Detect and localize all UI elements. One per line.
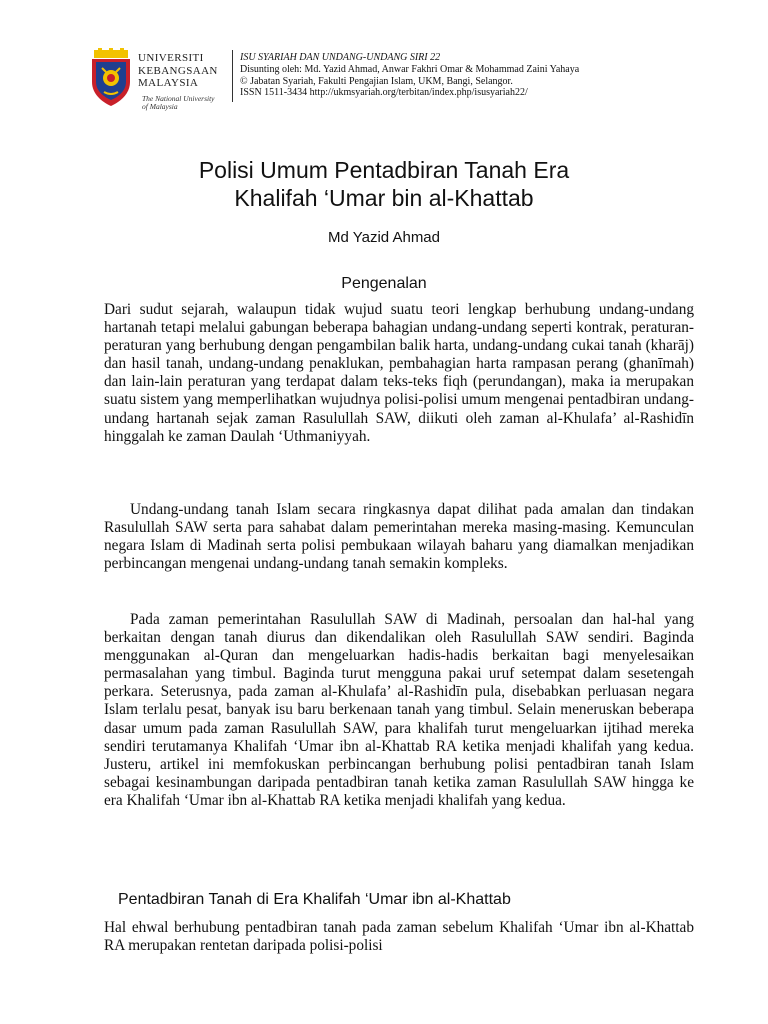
series-name: ISU SYARIAH DAN UNDANG-UNDANG SIRI 22 (240, 52, 441, 63)
university-name: UNIVERSITI KEBANGSAAN MALAYSIA (138, 52, 218, 89)
publication-info (240, 52, 579, 99)
paragraph-1: Dari sudut sejarah, walaupun tidak wujud suatu teori lengkap berhubung undang-undang hartanah tetapi melalui gabungan beberapa bahagian undang-undang seperti kontrak, peraturan-peraturan yang berhubung dengan pengambilan balik harta, undang-undang cukai tanah (kharāj) dan hasil tanah, undang-undang penaklukan, pembahagian harta rampasan perang (ghanīmah) dan lain-lain peraturan yang terdapat dalam teks-teks fiqh (perundangan), maka ia merupakan suatu sistem yang memperlihatkan wujudnya polisi-polisi umum mengenai pentadbiran undang-undang hartanah sejak zaman Rasulullah SAW, diikuti oleh zaman al-Khulafa’ al-Rashidīn hinggalah ke zaman Daulah ‘Uthmaniyyah. (104, 301, 694, 445)
issn-line: ISSN 1511-3434 http://ukmsyariah.org/terbitan/index.php/isusyariah22/ (240, 87, 528, 99)
paragraph-3: Pada zaman pemerintahan Rasulullah SAW di Madinah, persoalan dan hal-hal yang berkaitan dengan tanah diurus dan dikendalikan oleh Rasulullah SAW sendiri. Baginda menggunakan al-Quran dan mengeluarkan hadis-hadis berkaitan bagi menyelesaikan permasalahan yang timbul. Baginda turut mengguna pakai uruf setempat dalam sesetengah perkara. Seterusnya, pada zaman al-Khulafa’ al-Rashidīn pula, disebabkan perluasan negara Islam terlalu pesat, banyak isu baru berkenaan tanah yang timbul. Selain meneruskan beberapa dasar umum pada zaman Rasulullah SAW, para khalifah turut mengeluarkan ijtihad mereka sendiri terutamanya Khalifah ‘Umar ibn al-Khattab RA ketika menjadi khalifah yang kedua. Justeru, artikel ini memfokuskan perbincangan berhubung polisi pentadbiran tanah Islam sebagai kesinambungan daripada pentadbiran tanah ketika zaman Rasulullah SAW hingga ke era Khalifah ‘Umar ibn al-Khattab RA ketika menjadi khalifah yang kedua. (104, 611, 694, 809)
copyright-line: © Jabatan Syariah, Fakulti Pengajian Islam, UKM, Bangi, Selangor. (240, 75, 513, 87)
author-name: Md Yazid Ahmad (327, 229, 440, 246)
paragraph-4: Hal ehwal berhubung pentadbiran tanah pada zaman sebelum Khalifah ‘Umar ibn al-Khattab RA merupakan rentetan daripada polisi-polisi (104, 919, 694, 955)
article-title: Polisi Umum Pentadbiran Tanah Era Khalifah ‘Umar bin al-Khattab (198, 157, 570, 211)
page-header (88, 48, 708, 118)
section-heading-administration: Pentadbiran Tanah di Era Khalifah ‘Umar ibn al-Khattab (118, 891, 511, 908)
header-divider (232, 50, 233, 102)
university-tagline: The National University of Malaysia (142, 94, 215, 111)
section-heading-introduction: Pengenalan (341, 275, 427, 292)
paragraph-2: Undang-undang tanah Islam secara ringkasnya dapat dilihat pada amalan dan tindakan Rasulullah SAW serta para sahabat dalam pemerintahan mereka masing-masing. Kemunculan negara Islam di Madinah serta polisi pembukaan wilayah baharu yang diamalkan menjadikan perbincangan mengenai undang-undang tanah semakin kompleks. (104, 501, 694, 573)
ukm-crest-icon (88, 48, 134, 108)
university-logo (88, 48, 228, 114)
compiled-by: Disunting oleh: Md. Yazid Ahmad, Anwar Fakhri Omar & Mohammad Zaini Yahaya (240, 63, 580, 75)
